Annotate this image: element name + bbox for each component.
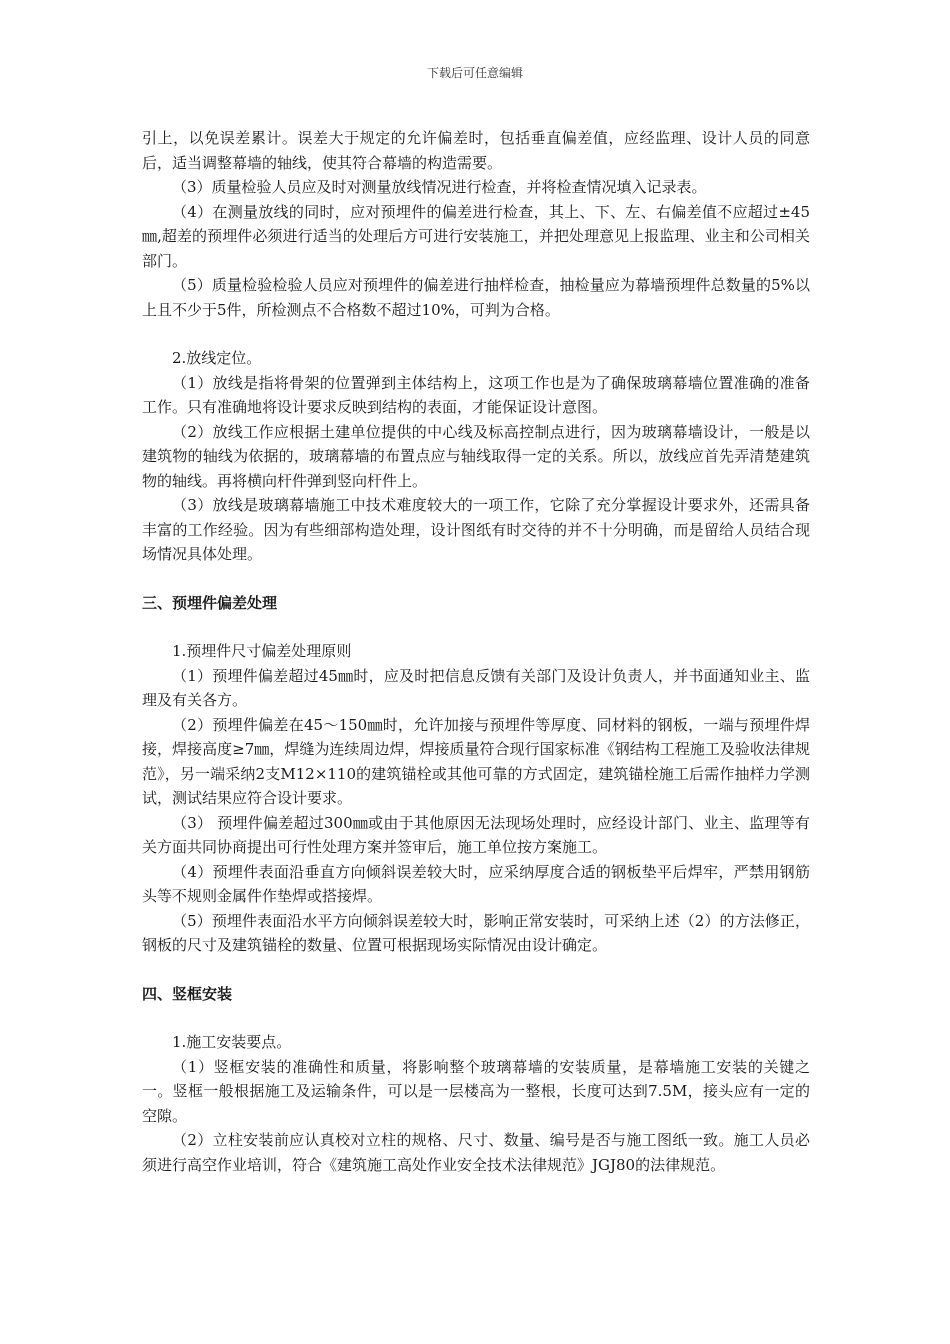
paragraph: 2.放线定位。	[172, 349, 262, 367]
paragraph-gap	[142, 958, 810, 982]
paragraph: （3）质量检验人员应及时对测量放线情况进行检查，并将检查情况填入记录表。	[172, 178, 707, 196]
section-heading: 四、竖框安装	[142, 984, 233, 1003]
paragraph: （5）预埋件表面沿水平方向倾斜误差较大时，影响正常安装时，可采纳上述（2）的方法修正，钢板的尺寸及建筑锚栓的数量、位置可根据现场实际情况由设计确定。	[142, 911, 810, 954]
page-header: 下载后可任意编辑	[426, 66, 523, 80]
paragraph: 1.施工安装要点。	[172, 1033, 292, 1051]
paragraph-gap	[142, 615, 810, 639]
paragraph: （1）竖框安装的准确性和质量，将影响整个玻璃幕墙的安装质量，是幕墙施工安装的关键之一。竖框一般根据施工及运输条件，可以是一层楼高为一整根，长度可达到7.5M，接头应有一定的空隙。	[142, 1057, 810, 1125]
paragraph-gap	[142, 567, 810, 591]
paragraph: （1）放线是指将骨架的位置弹到主体结构上，这项工作也是为了确保玻璃幕墙位置准确的准备工作。只有准确地将设计要求反映到结构的表面，才能保证设计意图。	[142, 373, 810, 416]
paragraph-gap	[142, 1006, 810, 1030]
paragraph: （2）放线工作应根据土建单位提供的中心线及标高控制点进行，因为玻璃幕墙设计，一般是以建筑物的轴线为依据的，玻璃幕墙的布置点应与轴线取得一定的关系。所以，放线应首先弄清楚建筑物的轴线。再将横向杆件弹到竖向杆件上。	[142, 422, 810, 490]
paragraph: （1）预埋件偏差超过45㎜时，应及时把信息反馈有关部门及设计负责人，并书面通知业主、监理及有关各方。	[142, 666, 810, 709]
paragraph: （3） 预埋件偏差超过300㎜或由于其他原因无法现场处理时，应经设计部门、业主、监理等有关方面共同协商提出可行性处理方案并签审后，施工单位按方案施工。	[142, 813, 810, 856]
document-body	[142, 126, 810, 1177]
paragraph: 引上，以免误差累计。误差大于规定的允许偏差时，包括垂直偏差值，应经监理、设计人员的同意后，适当调整幕墙的轴线，使其符合幕墙的构造需要。	[142, 129, 810, 172]
paragraph: （5）质量检验检验人员应对预埋件的偏差进行抽样检查，抽检量应为幕墙预埋件总数量的5%以上且不少于5件，所检测点不合格数不超过10%，可判为合格。	[142, 276, 810, 319]
paragraph: （3）放线是玻璃幕墙施工中技术难度较大的一项工作，它除了充分掌握设计要求外，还需具备丰富的工作经验。因为有些细部构造处理，设计图纸有时交待的并不十分明确，而是留给人员结合现场情况具体处理。	[142, 496, 810, 563]
paragraph: 1.预埋件尺寸偏差处理原则	[172, 642, 352, 660]
paragraph: （2）预埋件偏差在45～150㎜时，允许加接与预埋件等厚度、同材料的钢板，一端与预埋件焊接，焊接高度≥7㎜，焊缝为连续周边焊，焊接质量符合现行国家标准《钢结构工程施工及验收法律规范》，另一端采纳2支M12×110的建筑锚栓或其他可靠的方式固定，建筑锚栓施工后需作抽样力学测试，测试结果应符合设计要求。	[142, 715, 810, 807]
paragraph-gap	[142, 322, 810, 346]
section-heading: 三、预埋件偏差处理	[142, 593, 278, 612]
paragraph: （4）预埋件表面沿垂直方向倾斜误差较大时，应采纳厚度合适的钢板垫平后焊牢，严禁用钢筋头等不规则金属件作垫焊或搭接焊。	[142, 862, 810, 905]
paragraph: （2）立柱安装前应认真校对立柱的规格、尺寸、数量、编号是否与施工图纸一致。施工人员必须进行高空作业培训，符合《建筑施工高处作业安全技术法律规范》JGJ80的法律规范。	[142, 1131, 810, 1174]
paragraph: （4）在测量放线的同时，应对预埋件的偏差进行检查，其上、下、左、右偏差值不应超过±45㎜,超差的预埋件必须进行适当的处理后方可进行安装施工，并把处理意见上报监理、业主和公司相关部门。	[142, 202, 810, 270]
